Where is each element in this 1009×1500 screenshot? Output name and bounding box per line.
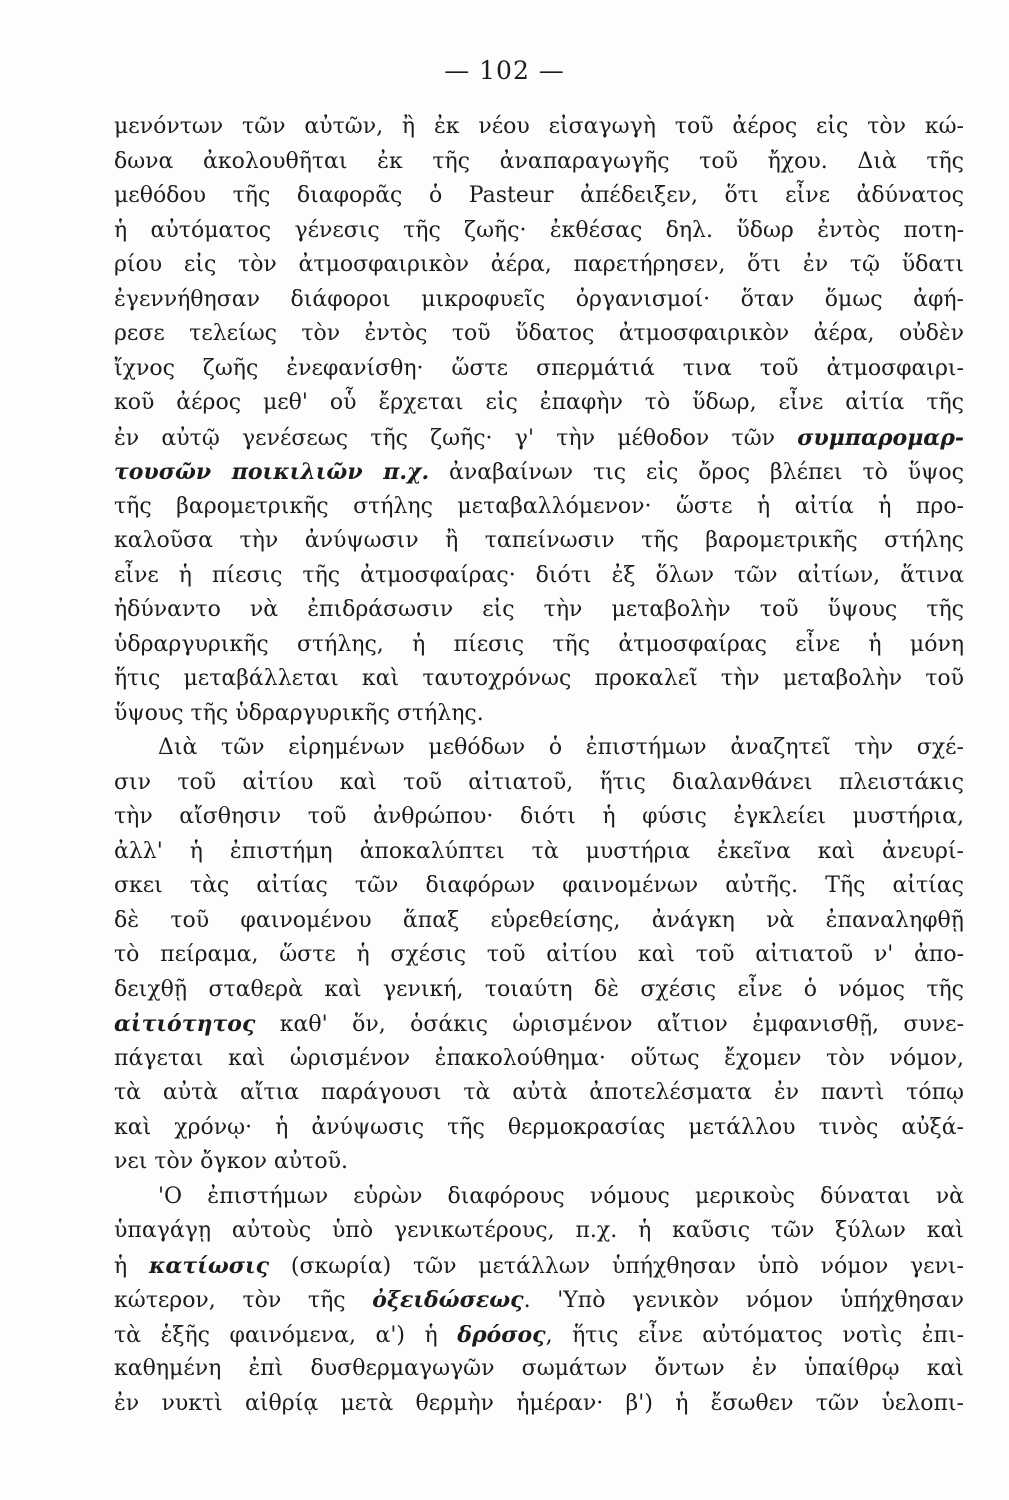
text-line	[114, 938, 964, 973]
text-run: ἡ αὐτόματος γένεσις τῆς ζωῆς· ἐκθέσας δηλ. ὕδωρ ἐντὸς ποτη-	[114, 217, 964, 243]
text-run: κώτερον, τὸν τῆς	[114, 1288, 373, 1313]
emphasized-term: κατίωσις	[148, 1252, 270, 1279]
text-run: πάγεται καὶ ὡρισμένον ἐπακολούθημα· οὕτως ἔχομεν τὸν νόμον,	[114, 1045, 964, 1071]
text-line	[114, 352, 964, 387]
text-line	[114, 1042, 964, 1077]
emphasized-term: αἰτιότητος	[114, 1011, 256, 1037]
text-line	[114, 869, 964, 904]
text-run: καλοῦσα τὴν ἀνύψωσιν ἢ ταπείνωσιν τῆς βαρομετρικῆς στήλης	[114, 528, 964, 553]
text-line	[114, 1145, 964, 1180]
text-run: τὰ ἑξῆς φαινόμενα, α') ἡ	[114, 1322, 458, 1348]
text-run: ὑπαγάγῃ αὐτοὺς ὑπὸ γενικωτέρους, π.χ. ἡ καῦσις τῶν ξύλων καὶ	[114, 1218, 964, 1243]
text-line	[114, 145, 964, 180]
text-run: τὴν αἴσθησιν τοῦ ἀνθρώπου· διότι ἡ φύσις ἐγκλείει μυστήρια,	[114, 804, 964, 829]
text-run: . 'Υπὸ γενικὸν νόμον ὑπήχθησαν	[523, 1288, 964, 1313]
text-line	[114, 1387, 964, 1422]
text-run: Διὰ τῶν εἰρημένων μεθόδων ὁ ἐπιστήμων ἀναζητεῖ τὴν σχέ-	[158, 735, 964, 760]
text-run: ἀλλ' ἡ ἐπιστήμη ἀποκαλύπτει τὰ μυστήρια ἐκεῖνα καὶ ἀνευρί-	[114, 838, 964, 864]
text-line	[114, 559, 964, 594]
text-run: δωνα ἀκολουθῆται ἐκ τῆς ἀναπαραγωγῆς τοῦ ἤχου. Διὰ τῆς	[114, 148, 964, 174]
text-run: ἐν νυκτὶ αἰθρίᾳ μετὰ θερμὴν ἡμέραν· β') ἡ ἔσωθεν τῶν ὑελοπι-	[114, 1390, 964, 1416]
text-run: καθημένη ἐπὶ δυσθερμαγωγῶν σωμάτων ὄντων ἐν ὑπαίθρῳ καὶ	[114, 1356, 964, 1381]
text-run: καθ' ὅν, ὁσάκις ὡρισμένον αἴτιον ἐμφανισθῇ, συνε-	[255, 1012, 964, 1037]
text-run: ρεσε τελείως τὸν ἐντὸς τοῦ ὕδατος ἀτμοσφαιρικὸν ἀέρα, οὐδὲν	[114, 321, 964, 346]
text-line	[114, 1076, 964, 1111]
text-run: ἐγεννήθησαν διάφοροι μικροφυεῖς ὀργανισμοί· ὅταν ὅμως ἀφή-	[114, 286, 964, 312]
text-line	[114, 835, 964, 870]
text-run: νει τὸν ὄγκον αὐτοῦ.	[114, 1149, 348, 1174]
text-run: ἡ	[114, 1253, 149, 1279]
text-run: καὶ χρόνῳ· ἡ ἀνύψωσις τῆς θερμοκρασίας μετάλλου τινὸς αὐξά-	[114, 1114, 964, 1140]
text-line	[114, 697, 964, 732]
text-line	[114, 1283, 964, 1318]
text-line	[114, 593, 964, 628]
text-line	[114, 248, 964, 283]
text-line	[114, 1111, 964, 1146]
text-run: τῆς βαρομετρικῆς στήλης μεταβαλλόμενον· ὥστε ἡ αἰτία ἡ προ-	[114, 493, 964, 519]
text-line	[114, 1214, 964, 1249]
text-line	[114, 214, 964, 249]
page-number: — 102 —	[444, 56, 565, 85]
text-run: σιν τοῦ αἰτίου καὶ τοῦ αἰτιατοῦ, ἥτις διαλανθάνει πλειστάκις	[114, 769, 964, 795]
text-run: ἴχνος ζωῆς ἐνεφανίσθη· ὥστε σπερμάτιά τινα τοῦ ἀτμοσφαιρι-	[114, 355, 964, 381]
emphasized-term: συμπαρομαρ-	[797, 424, 964, 451]
body-text	[114, 110, 964, 1421]
text-run: δὲ τοῦ φαινομένου ἅπαξ εὑρεθείσης, ἀνάγκη νὰ ἐπαναληφθῇ	[114, 907, 964, 933]
emphasized-term: δρόσος	[457, 1321, 546, 1348]
text-run: ἠδύναντο νὰ ἐπιδράσωσιν εἰς τὴν μεταβολὴν τοῦ ὕψους τῆς	[114, 597, 964, 622]
text-line	[114, 317, 964, 352]
text-run: σκει τὰς αἰτίας τῶν διαφόρων φαινομένων αὐτῆς. Τῆς αἰτίας	[114, 873, 964, 898]
text-run: μεθόδου τῆς διαφορᾶς ὁ Pasteur ἀπέδειξεν, ὅτι εἶνε ἀδύνατος	[114, 183, 964, 208]
text-line	[114, 1249, 964, 1284]
text-line	[114, 800, 964, 835]
text-line	[114, 1007, 964, 1042]
text-line	[114, 662, 964, 697]
text-run: (σκωρία) τῶν μετάλλων ὑπήχθησαν ὑπὸ νόμον γενι-	[269, 1253, 964, 1279]
text-line	[114, 766, 964, 801]
text-run: τὸ πείραμα, ὥστε ἡ σχέσις τοῦ αἰτίου καὶ τοῦ αἰτιατοῦ ν' ἀπο-	[114, 942, 964, 967]
text-run: , ἥτις εἶνε αὐτόματος νοτὶς ἐπι-	[545, 1322, 965, 1348]
emphasized-term: τουσῶν ποικιλιῶν π.χ.	[114, 459, 430, 485]
text-line	[114, 455, 964, 490]
text-line	[114, 731, 964, 766]
emphasized-term: ὀξειδώσεως	[372, 1287, 524, 1313]
text-run: μενόντων τῶν αὐτῶν, ἢ ἐκ νέου εἰσαγωγὴ τοῦ ἀέρος εἰς τὸν κώ-	[114, 114, 964, 139]
text-run: εἶνε ἡ πίεσις τῆς ἀτμοσφαίρας· διότι ἐξ ὅλων τῶν αἰτίων, ἅτινα	[114, 562, 964, 588]
text-line	[114, 421, 964, 456]
text-line	[114, 386, 964, 421]
text-run: ἀναβαίνων τις εἰς ὄρος βλέπει τὸ ὕψος	[429, 460, 964, 485]
text-line	[114, 179, 964, 214]
text-line	[114, 628, 964, 663]
text-run: ὕψους τῆς ὑδραργυρικῆς στήλης.	[114, 700, 484, 726]
text-line	[114, 524, 964, 559]
text-run: ὑδραργυρικῆς στήλης, ἡ πίεσις τῆς ἀτμοσφαίρας εἶνε ἡ μόνη	[114, 631, 964, 657]
text-line	[114, 490, 964, 525]
text-run: ἥτις μεταβάλλεται καὶ ταυτοχρόνως προκαλεῖ τὴν μεταβολὴν τοῦ	[114, 666, 964, 691]
text-run: 'Ο ἐπιστήμων εὑρὼν διαφόρους νόμους μερικοὺς δύναται νὰ	[158, 1183, 964, 1209]
text-line	[114, 283, 964, 318]
text-line	[114, 904, 964, 939]
text-line	[114, 1180, 964, 1215]
text-line	[114, 973, 964, 1008]
text-run: τὰ αὐτὰ αἴτια παράγουσι τὰ αὐτὰ ἀποτελέσματα ἐν παντὶ τόπῳ	[114, 1080, 964, 1105]
text-line	[114, 1318, 964, 1353]
text-run: ἐν αὐτῷ γενέσεως τῆς ζωῆς· γ' τὴν μέθοδον τῶν	[114, 425, 798, 451]
text-run: κοῦ ἀέρος μεθ' οὗ ἔρχεται εἰς ἐπαφὴν τὸ ὕδωρ, εἶνε αἰτία τῆς	[114, 390, 964, 415]
text-line	[114, 1352, 964, 1387]
text-run: ρίου εἰς τὸν ἀτμοσφαιρικὸν ἀέρα, παρετήρησεν, ὅτι ἐν τῷ ὕδατι	[114, 252, 964, 277]
text-line	[114, 110, 964, 145]
text-run: δειχθῇ σταθερὰ καὶ γενική, τοιαύτη δὲ σχέσις εἶνε ὁ νόμος τῆς	[114, 976, 964, 1002]
